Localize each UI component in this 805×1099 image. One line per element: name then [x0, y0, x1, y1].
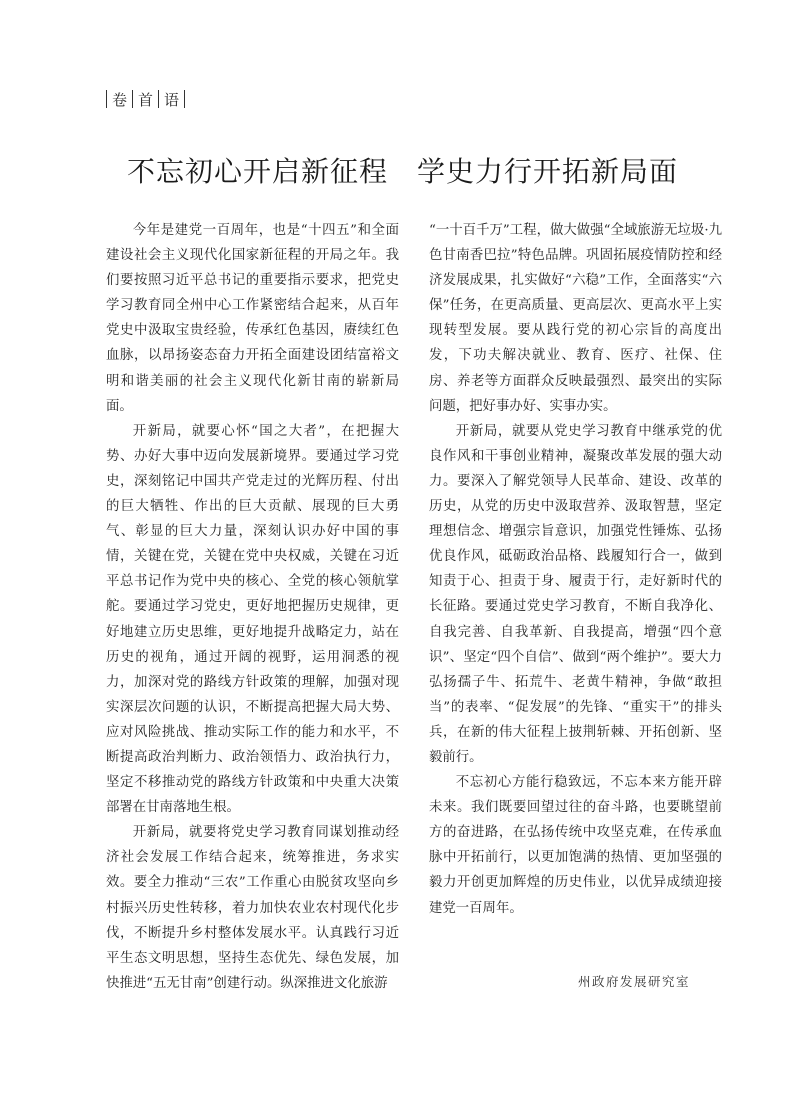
section-label-char: 语	[164, 90, 180, 109]
section-label-char: 卷	[112, 90, 128, 109]
right-column	[429, 218, 722, 921]
section-label	[103, 88, 188, 110]
section-label-char: 首	[138, 90, 154, 109]
paragraph: 开新局，就要将党史学习教育同谋划推动经济社会发展工作结合起来，统筹推进，务求实效。要全力推动“三农”工作重心由脱贫攻坚向乡村振兴历史性转移，着力加快农业农村现代化步伐，不断提升乡村整体发展水平。认真践行习近平生态文明思想，坚持生态优先、绿色发展，加快推进“五无甘南”创建行动。纵深推进文化旅游	[106, 825, 399, 991]
article-title: 不忘初心开启新征程 学史力行开拓新局面	[126, 155, 678, 188]
paragraph: “一十百千万”工程，做大做强“全域旅游无垃圾·九色甘南香巴拉”特色品牌。巩固拓展疫情防控和经济发展成果，扎实做好“六稳”工作，全面落实“六保”任务，在更高质量、更高层次、更高水平上实现转型发展。要从践行党的初心宗旨的高度出发，下功夫解决就业、教育、医疗、社保、住房、养老等方面群众反映最强烈、最突出的实际问题，把好事办好、实事办实。	[429, 223, 722, 414]
left-column	[106, 218, 399, 996]
section-divider	[184, 90, 185, 108]
section-divider	[132, 90, 133, 108]
section-divider	[106, 90, 107, 108]
section-divider	[158, 90, 159, 108]
paragraph: 开新局，就要心怀“国之大者”，在把握大势、办好大事中迈向发展新境界。要通过学习党史，深刻铭记中国共产党走过的光辉历程、付出的巨大牺牲、作出的巨大贡献、展现的巨大勇气、彰显的巨大力量，深刻认识办好中国的事情，关键在党，关键在党中央权威，关键在习近平总书记作为党中央的核心、全党的核心领航掌舵。要通过学习党史，更好地把握历史规律，更好地建立历史思维，更好地提升战略定力，站在历史的视角，通过开阔的视野，运用洞悉的视力，加深对党的路线方针政策的理解，加强对现实深层次问题的认识，不断提高把握大局大势、应对风险挑战、推动实际工作的能力和水平，不断提高政治判断力、政治领悟力、政治执行力，坚定不移推动党的路线方针政策和中央重大决策部署在甘南落地生根。	[106, 423, 399, 816]
paragraph: 不忘初心方能行稳致远，不忘本来方能开辟未来。我们既要回望过往的奋斗路，也要眺望前方的奋进路，在弘扬传统中攻坚克难，在传承血脉中开拓前行，以更加饱满的热情、更加坚强的毅力开创更加辉煌的历史伟业，以优异成绩迎接建党一百周年。	[429, 775, 722, 916]
paragraph: 开新局，就要从党史学习教育中继承党的优良作风和干事创业精神，凝聚改革发展的强大动力。要深入了解党领导人民革命、建设、改革的历史，从党的历史中汲取营养、汲取智慧，坚定理想信念、增强宗旨意识，加强党性锤炼、弘扬优良作风，砥砺政治品格、践履知行合一，做到知责于心、担责于身、履责于行，走好新时代的长征路。要通过党史学习教育，不断自我净化、自我完善、自我革新、自我提高，增强“四个意识”、坚定“四个自信”、做到“两个维护”。要大力弘扬孺子牛、拓荒牛、老黄牛精神，争做“敢担当”的表率、“促发展”的先锋、“重实干”的排头兵，在新的伟大征程上披荆斩棘、开拓创新、坚毅前行。	[429, 423, 722, 765]
paragraph: 今年是建党一百周年，也是“十四五”和全面建设社会主义现代化国家新征程的开局之年。我们要按照习近平总书记的重要指示要求，把党史学习教育同全州中心工作紧密结合起来，从百年党史中汲取宝贵经验，传承红色基因，赓续红色血脉，以昂扬姿态奋力开拓全面建设团结富裕文明和谐美丽的社会主义现代化新甘南的崭新局面。	[106, 223, 399, 414]
author-signature: 州政府发展研究室	[577, 974, 690, 989]
